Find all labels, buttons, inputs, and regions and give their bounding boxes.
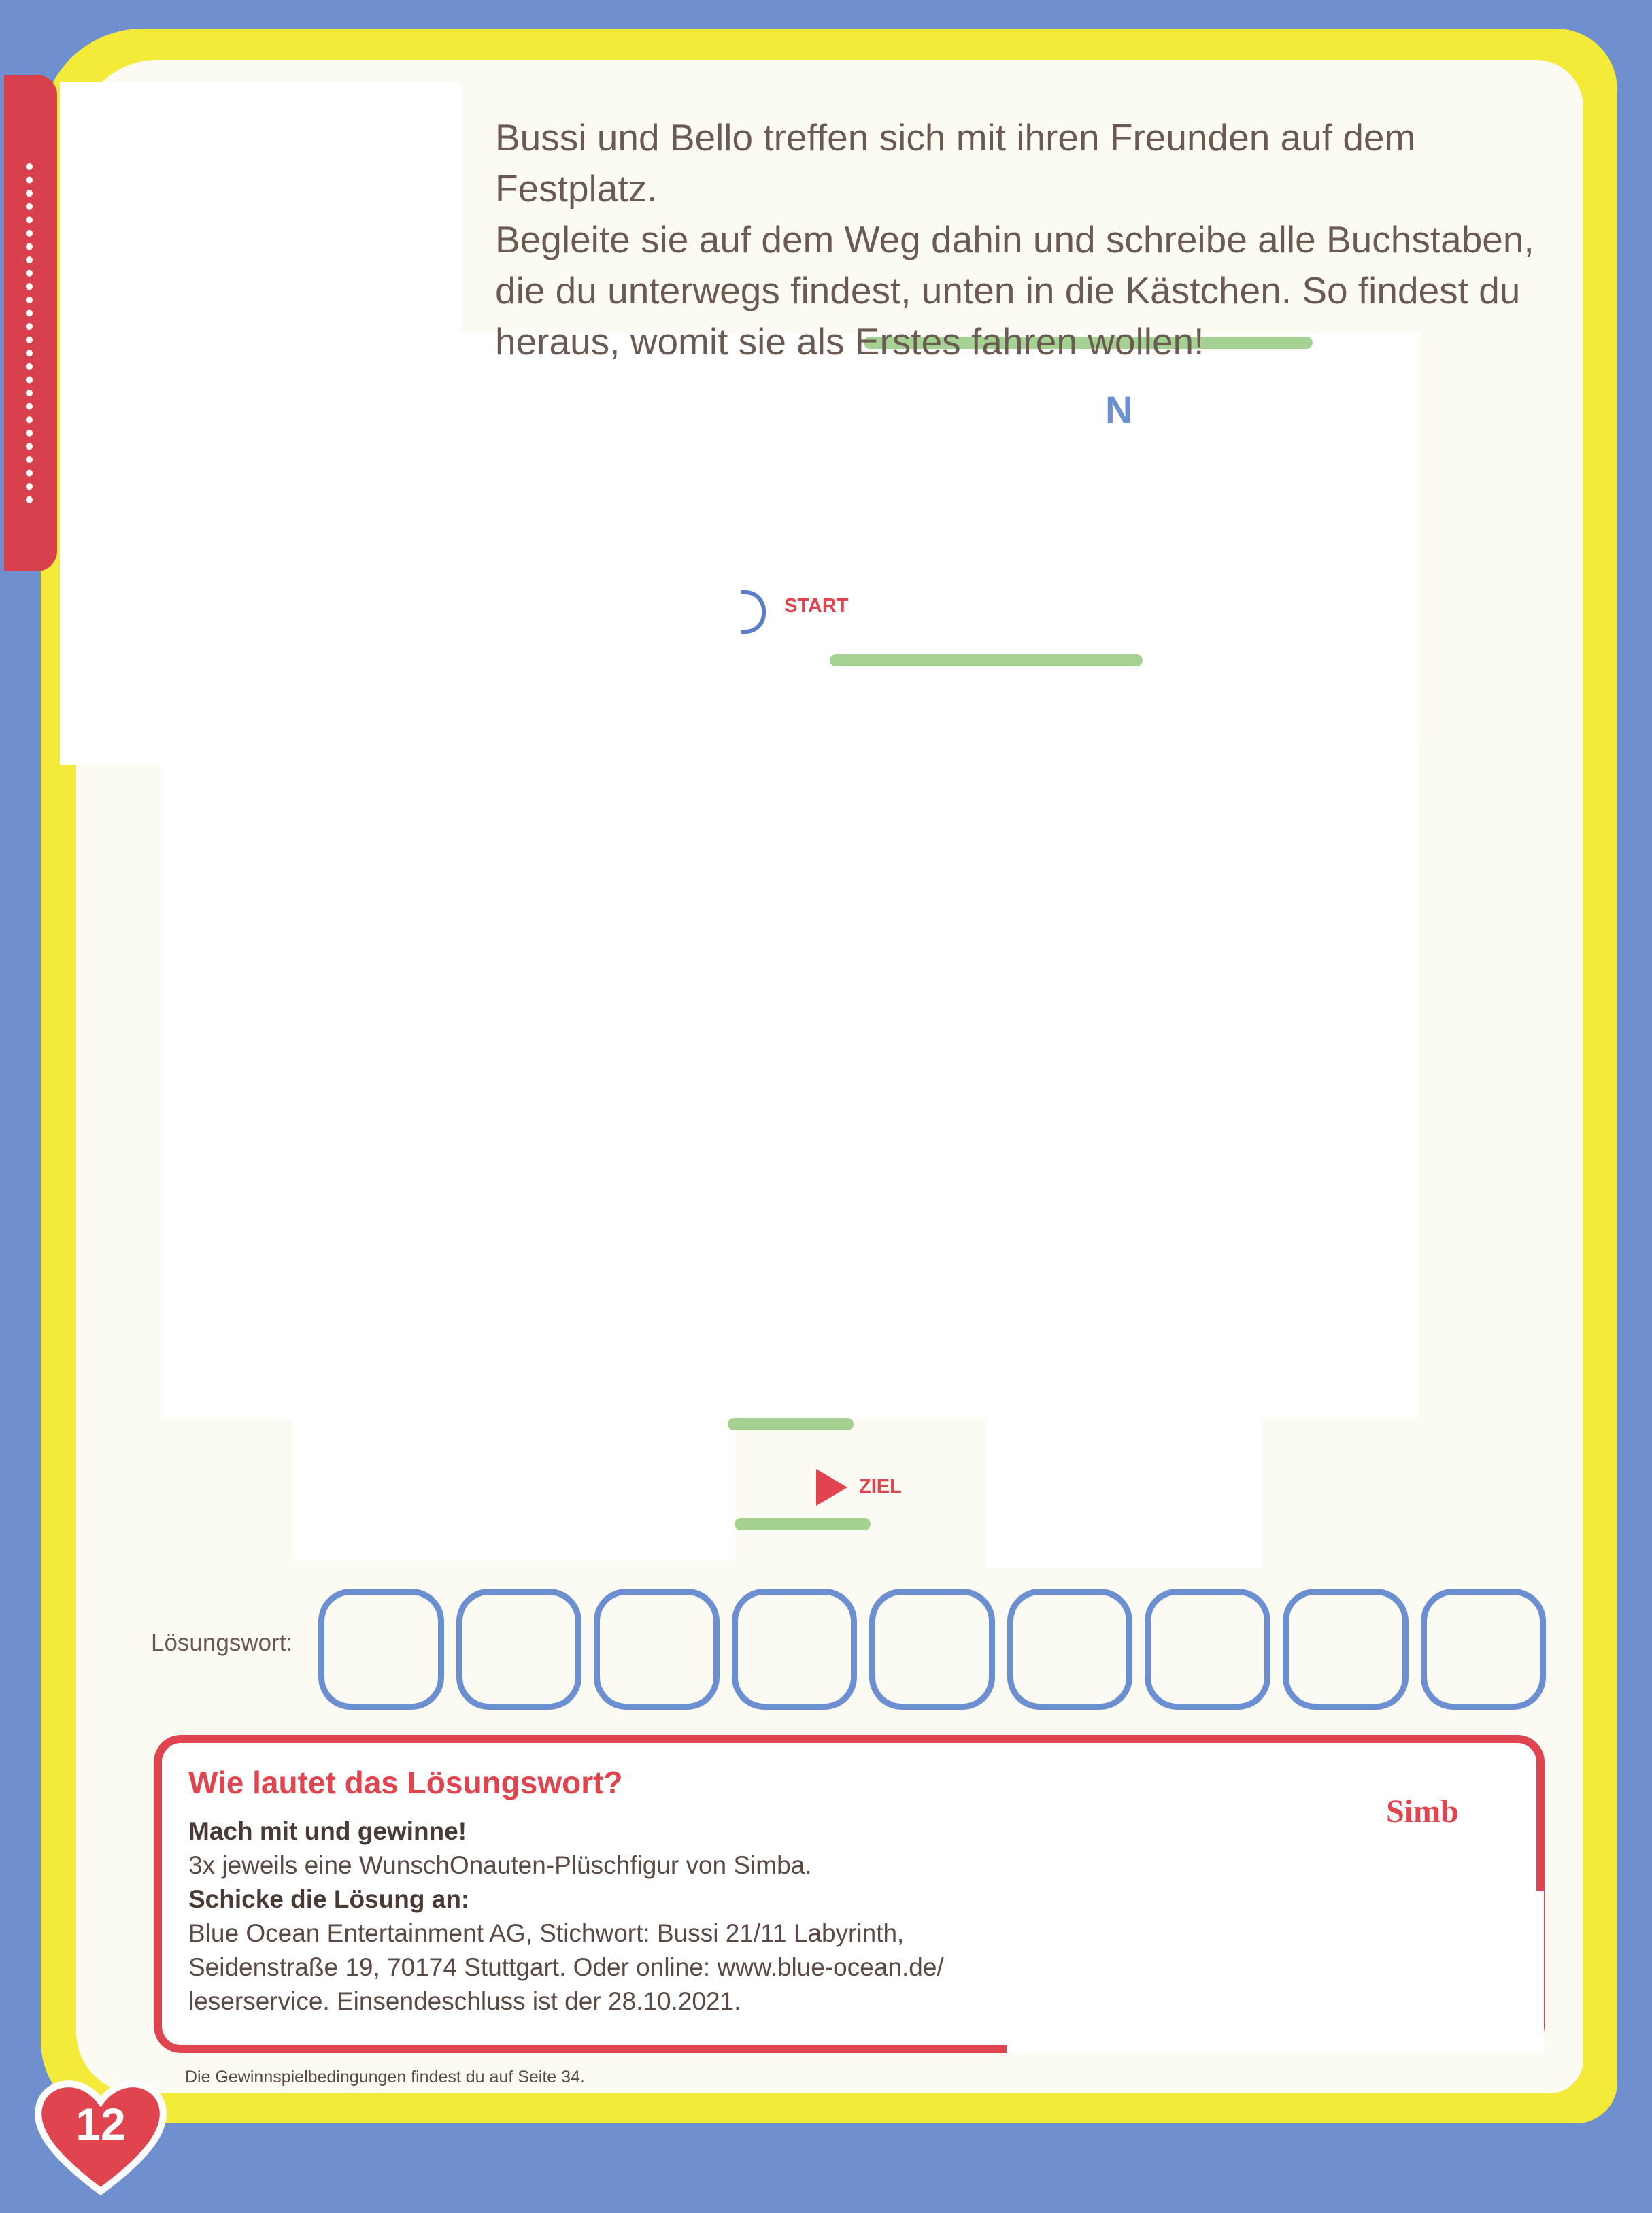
intro-line: die du unterwegs findest, unten in die Kästchen. So findest du <box>495 269 1521 311</box>
redacted-prize-image <box>1007 1891 1544 2054</box>
goal-label: ZIEL <box>859 1476 902 1498</box>
compass-north-letter: N <box>1105 388 1133 431</box>
letter-box[interactable] <box>456 1589 582 1710</box>
contest-prize: 3x jeweils eine WunschOnauten-Plüschfigur von Simba. <box>188 1851 812 1879</box>
intro-text <box>495 112 1556 367</box>
letter-box[interactable] <box>1421 1589 1547 1710</box>
letter-box[interactable] <box>732 1589 858 1710</box>
side-tab-decoration <box>26 163 39 503</box>
intro-line: heraus, womit sie als Erstes fahren wollen! <box>495 320 1204 362</box>
redacted-maze-bottom-left <box>292 1418 735 1561</box>
brand-logo: Simb <box>1386 1793 1459 1829</box>
intro-line: Bussi und Bello treffen sich mit ihren Freunden auf dem Festplatz. <box>495 116 1416 209</box>
redacted-maze-area <box>161 680 1419 1418</box>
contest-address-line: leserservice. Einsendeschluss ist der 28.10.2021. <box>188 1987 741 2015</box>
letter-box[interactable] <box>318 1589 444 1710</box>
letter-box[interactable] <box>1145 1589 1270 1710</box>
maze-hedge <box>830 654 1143 666</box>
redacted-logo-area <box>1462 1746 1503 1896</box>
contest-participate: Mach mit und gewinne! <box>188 1817 467 1845</box>
terms-note: Die Gewinnspielbedingungen findest du auf Seite 34. <box>185 2067 585 2087</box>
letter-box[interactable] <box>1283 1589 1409 1710</box>
maze-hedge <box>728 1418 854 1430</box>
contest-title: Wie lautet das Lösungswort? <box>188 1765 623 1800</box>
letter-box[interactable] <box>869 1589 995 1710</box>
letter-box[interactable] <box>594 1589 720 1710</box>
goal-arrow-icon <box>816 1469 847 1506</box>
start-label: START <box>784 595 849 617</box>
solution-word-boxes <box>318 1589 1546 1710</box>
page-number: 12 <box>75 2099 126 2149</box>
redacted-maze-bottom-right <box>986 1418 1262 1568</box>
redacted-prize-image <box>843 1761 1387 1897</box>
letter-box[interactable] <box>1007 1589 1133 1710</box>
contest-send-heading: Schicke die Lösung an: <box>188 1885 470 1913</box>
solution-word-label: Lösungswort: <box>151 1629 293 1656</box>
intro-line: Begleite sie auf dem Weg dahin und schreibe alle Buchstaben, <box>495 218 1534 260</box>
redacted-maze-inset <box>826 340 1418 558</box>
redacted-image-top-left <box>60 82 461 765</box>
contest-address-line: Blue Ocean Entertainment AG, Stichwort: Bussi 21/11 Labyrinth, <box>188 1919 905 1947</box>
contest-address-line: Seidenstraße 19, 70174 Stuttgart. Oder online: www.blue-ocean.de/ <box>188 1953 944 1981</box>
maze-hedge <box>735 1518 871 1530</box>
